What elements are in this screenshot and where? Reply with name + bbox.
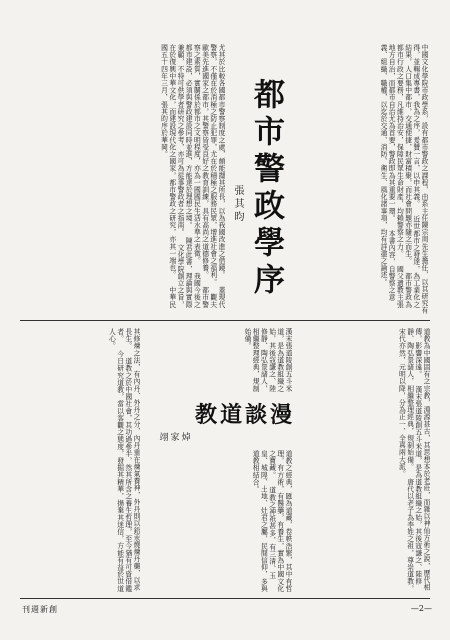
upper-col-7: 蓋現代警察，不僅在於消極之防止犯罪，尤在於積極之服務民眾，增進社會之福利。 <box>208 44 225 308</box>
upper-col-9: 都市警察之素質，實關係於都市之文明程度，亦為一國國民生活水準之表徵。 <box>192 44 209 308</box>
upper-col-6: 尤其於比較各國都市警察制度之處，頗能擷其所長，以為我國改進之借鏡。 <box>217 44 225 279</box>
upper-col-8: 觀夫歐美先進國家之都市，其警察皆受良好之教育訓練，具有高尚之道德修養。 <box>200 44 217 308</box>
lower-article-byline: 翊家焯 <box>159 433 193 443</box>
lower-col-3: 唐代以老子為李姓之祖，尊崇道教，宋代亦然，元明以降，分為正一、全真兩大派。 <box>397 328 414 592</box>
upper-col-11: 陳君此書，理論與實際兼顧，不特可供學者研究之參考，亦可為從事警政者之指南。 <box>175 44 193 308</box>
lower-col-2: 漢末張道陵創五斗米道，是為道教組織之始，其後寇謙之、陸修靜、陶弘景諸人，相繼整理經典，規制始備。 <box>405 328 422 585</box>
upper-col-2: 近世都市之發達，為工業化之結果，人口集中都市，交通便捷，財富積聚，而社會問題亦隨之而生。 <box>403 44 420 308</box>
lower-col-6: 其修煉之法，有內丹、外丹之分，內丹重在煉氣養神，外丹則以鉛汞燒煉丹藥，以求長生。 <box>123 328 140 591</box>
lower-article-body-center <box>196 450 292 593</box>
section-divider <box>20 320 430 321</box>
lower-article-body-right <box>296 328 430 593</box>
upper-col-1: 中國文化學院市政學系，設有都市警政之課程，由系主任陳宗周先生擔任，以其研究有得，並輯成專書，我為之序，爰贊一言，以申其義。 <box>411 44 428 314</box>
upper-col-10: 我國今後之都市建設，必須與警政建設同時並進，方能達於理想之境。 <box>184 44 201 308</box>
upper-col-3: 都市警政為都市行政之要務，凡維持治安，保障民眾生命財產，均賴警察之力。 <box>395 44 412 308</box>
upper-article-title: 都市警政學序 <box>248 78 284 300</box>
upper-col-5: 本書內容，自警察之意義、組織、職權，以迄於交通、消防、衛生、風化諸事項，均有詳盡之論述。 <box>378 44 396 301</box>
publication-name: 刊週新創 <box>22 605 58 614</box>
lower-article-body-left <box>20 328 140 593</box>
footer-rule <box>20 598 430 599</box>
upper-col-12: 文化學院創立之旨，在於復興中華文化，而建設現代化之國家，都市警政之研究，亦其一端也。 <box>167 44 184 308</box>
upper-col-13: 中華民國五十四年三月，張其昀序於華岡。 <box>159 44 176 308</box>
lower-col-4: 道教之經典，匯為道藏，卷帙浩繁，其中有哲理，有方術，有醫藥，有養生，實為中國文化之寶藏。 <box>267 450 292 592</box>
upper-article-author: 張其昀 <box>232 185 243 224</box>
upper-col-4: 國父遺教主張地方自治，而都市自治尤為首要，警政即為其重要一環。 <box>387 44 404 308</box>
upper-article-body-left <box>20 44 225 314</box>
lower-article-body-top <box>146 328 292 392</box>
upper-article-body-right <box>288 44 428 314</box>
lower-col-2-cont: 漢末張道陵創五斗米道，是為道教組織之始，其後寇謙之、陸修靜、陶弘景諸人，相繼整理經典，規制始備。 <box>242 328 292 392</box>
lower-article-title: 教道談漫 <box>194 403 295 428</box>
lower-col-7: 道教之於中國社會，其功過參半，然其所含之養生哲理，至今猶有可資借鑑者。 <box>115 328 132 592</box>
lower-col-1: 道教為中國固有之宗教，淵源甚古，其思想本於老莊，而雜以神仙方術之說，歷代相傳，影響深遠。 <box>413 328 430 591</box>
page-number: —2— <box>410 604 432 613</box>
lower-col-8: 今日研究道教，當以客觀之態度，發掘其精華，揚棄其迷信，方能有益於世道人心。 <box>107 328 124 592</box>
lower-col-5: 道教之神祇甚多，有三清、玉皇、城隍、土地、灶君之屬，民間信仰，多與道教相結合。 <box>251 450 276 592</box>
